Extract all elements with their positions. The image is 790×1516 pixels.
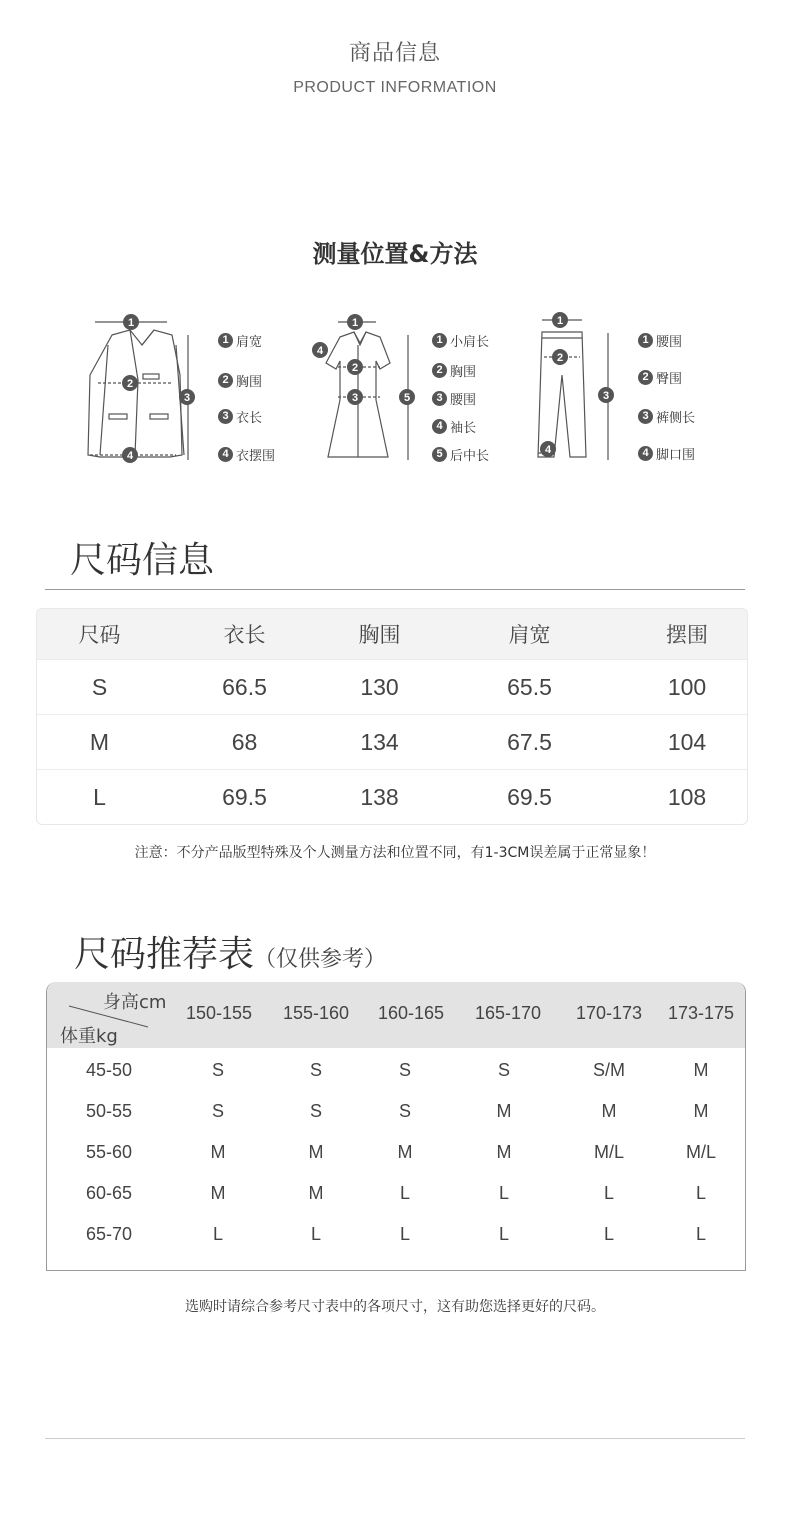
size-cell: S [309, 1060, 322, 1080]
legend-label: 臀围 [656, 372, 683, 387]
size-note: 注意：不分产品版型特殊及个人测量方法和位置不同，有1-3CM误差属于正常显象！ [134, 845, 656, 861]
size-cell: M [693, 1060, 709, 1080]
size-cell: S/M [592, 1060, 625, 1080]
table-cell: 100 [667, 673, 707, 700]
pants-diagram [530, 305, 625, 475]
jacket-marker-4: 4 [126, 450, 134, 462]
table-cell: 108 [667, 783, 707, 810]
legend-label: 胸围 [236, 375, 263, 390]
size-cell: L [603, 1224, 614, 1244]
legend-num: 3 [638, 409, 653, 424]
table-row [37, 714, 747, 769]
legend-label: 肩宽 [236, 335, 263, 350]
column-header: 摆围 [666, 623, 708, 647]
table-row [37, 659, 747, 714]
size-cell: L [498, 1183, 509, 1203]
legend-label: 腰围 [656, 335, 683, 350]
weight-cell: 65-70 [85, 1224, 133, 1244]
legend-label: 衣摆围 [236, 449, 276, 464]
size-cell: S [398, 1060, 411, 1080]
pants-marker-2: 2 [556, 352, 564, 364]
size-cell: L [603, 1183, 614, 1203]
recommend-tip: 选购时请综合参考尺寸表中的各项尺寸，这有助您选择更好的尺码。 [185, 1299, 605, 1315]
recommend-subtitle: （仅供参考） [254, 947, 387, 972]
table-cell: 130 [360, 673, 399, 700]
height-header: 173-175 [667, 1003, 735, 1023]
column-header: 胸围 [358, 623, 401, 647]
legend-label: 袖长 [450, 421, 477, 436]
table-cell: 104 [667, 728, 707, 755]
table-cell: M [89, 728, 110, 755]
size-cell: L [695, 1183, 706, 1203]
legend-label: 脚口围 [656, 448, 696, 463]
table-cell: 138 [360, 783, 399, 810]
legend-num: 2 [432, 363, 447, 378]
jacket-marker-1: 1 [127, 317, 135, 329]
measure-title: 测量位置&方法 [312, 240, 478, 268]
legend-label: 腰围 [450, 393, 477, 408]
recommend-table-header [47, 982, 745, 1048]
size-cell: L [310, 1224, 321, 1244]
pants-marker-1: 1 [556, 315, 564, 327]
height-header: 155-160 [282, 1003, 350, 1023]
size-cell: S [211, 1101, 224, 1121]
size-cell: L [498, 1224, 509, 1244]
weight-cell: 45-50 [85, 1060, 133, 1080]
legend-num: 4 [432, 419, 447, 434]
recommend-table [46, 982, 746, 1271]
table-cell: S [91, 673, 108, 700]
size-cell: S [497, 1060, 510, 1080]
dress-diagram [308, 305, 428, 475]
size-cell: M [496, 1142, 512, 1162]
legend-label: 后中长 [450, 449, 490, 464]
size-cell: M [397, 1142, 413, 1162]
header-title-cn: 商品信息 [348, 41, 441, 66]
size-cell: M [210, 1183, 226, 1203]
bottom-divider [45, 1438, 745, 1439]
size-cell: L [212, 1224, 223, 1244]
pants-marker-4: 4 [544, 444, 552, 456]
size-cell: M [601, 1101, 617, 1121]
weight-cell: 50-55 [85, 1101, 133, 1121]
corner-weight-label: 体重kg [60, 1026, 118, 1047]
size-table-header [37, 609, 747, 659]
legend-num: 2 [218, 373, 233, 388]
legend-label: 胸围 [450, 365, 477, 380]
jacket-diagram [80, 305, 205, 475]
height-header: 150-155 [185, 1003, 253, 1023]
legend-num: 1 [638, 333, 653, 348]
size-cell: M/L [593, 1142, 624, 1162]
size-cell: M [308, 1142, 324, 1162]
dress-marker-5: 5 [403, 392, 411, 404]
jacket-marker-2: 2 [126, 378, 134, 390]
dress-marker-2: 2 [351, 362, 359, 374]
size-cell: M [210, 1142, 226, 1162]
legend-num: 3 [432, 391, 447, 406]
height-header: 165-170 [474, 1003, 542, 1023]
table-cell: 69.5 [222, 783, 267, 810]
height-header: 170-173 [575, 1003, 643, 1023]
weight-cell: 60-65 [85, 1183, 133, 1203]
size-info-title: 尺码信息 [70, 540, 215, 581]
legend-num: 1 [432, 333, 447, 348]
size-cell: S [309, 1101, 322, 1121]
size-cell: M [496, 1101, 512, 1121]
dress-marker-3: 3 [351, 392, 359, 404]
table-cell: 69.5 [507, 783, 552, 810]
size-cell: M/L [685, 1142, 716, 1162]
column-header: 肩宽 [508, 623, 551, 647]
pants-marker-3: 3 [602, 390, 610, 402]
weight-cell: 55-60 [85, 1142, 133, 1162]
table-cell: 67.5 [507, 728, 552, 755]
legend-num: 2 [638, 370, 653, 385]
size-cell: L [695, 1224, 706, 1244]
table-row [37, 769, 747, 824]
size-cell: S [211, 1060, 224, 1080]
header-title-en: PRODUCT INFORMATION [293, 79, 497, 96]
recommend-title [74, 926, 386, 977]
corner-height-label: 身高cm [103, 992, 167, 1013]
table-cell: 68 [231, 728, 258, 755]
recommend-title-main: 尺码推荐表 [74, 934, 255, 975]
table-cell: L [93, 783, 106, 810]
table-cell: 65.5 [507, 673, 552, 700]
dress-marker-4: 4 [316, 345, 324, 357]
dress-marker-1: 1 [351, 317, 359, 329]
legend-num: 1 [218, 333, 233, 348]
legend-num: 4 [638, 446, 653, 461]
jacket-marker-3: 3 [183, 392, 191, 404]
size-cell: L [399, 1224, 410, 1244]
column-header: 尺码 [78, 623, 121, 647]
size-table [36, 608, 748, 825]
size-cell: M [308, 1183, 324, 1203]
legend-label: 裤侧长 [656, 411, 696, 426]
size-cell: S [398, 1101, 411, 1121]
legend-num: 5 [432, 447, 447, 462]
height-header: 160-165 [377, 1003, 445, 1023]
column-header: 衣长 [223, 623, 266, 647]
legend-label: 小肩长 [450, 335, 490, 350]
size-cell: M [693, 1101, 709, 1121]
legend-num: 4 [218, 447, 233, 462]
table-cell: 134 [360, 728, 399, 755]
size-info-divider [45, 589, 745, 590]
legend-num: 3 [218, 409, 233, 424]
legend-label: 衣长 [236, 411, 263, 426]
table-cell: 66.5 [222, 673, 267, 700]
size-cell: L [399, 1183, 410, 1203]
